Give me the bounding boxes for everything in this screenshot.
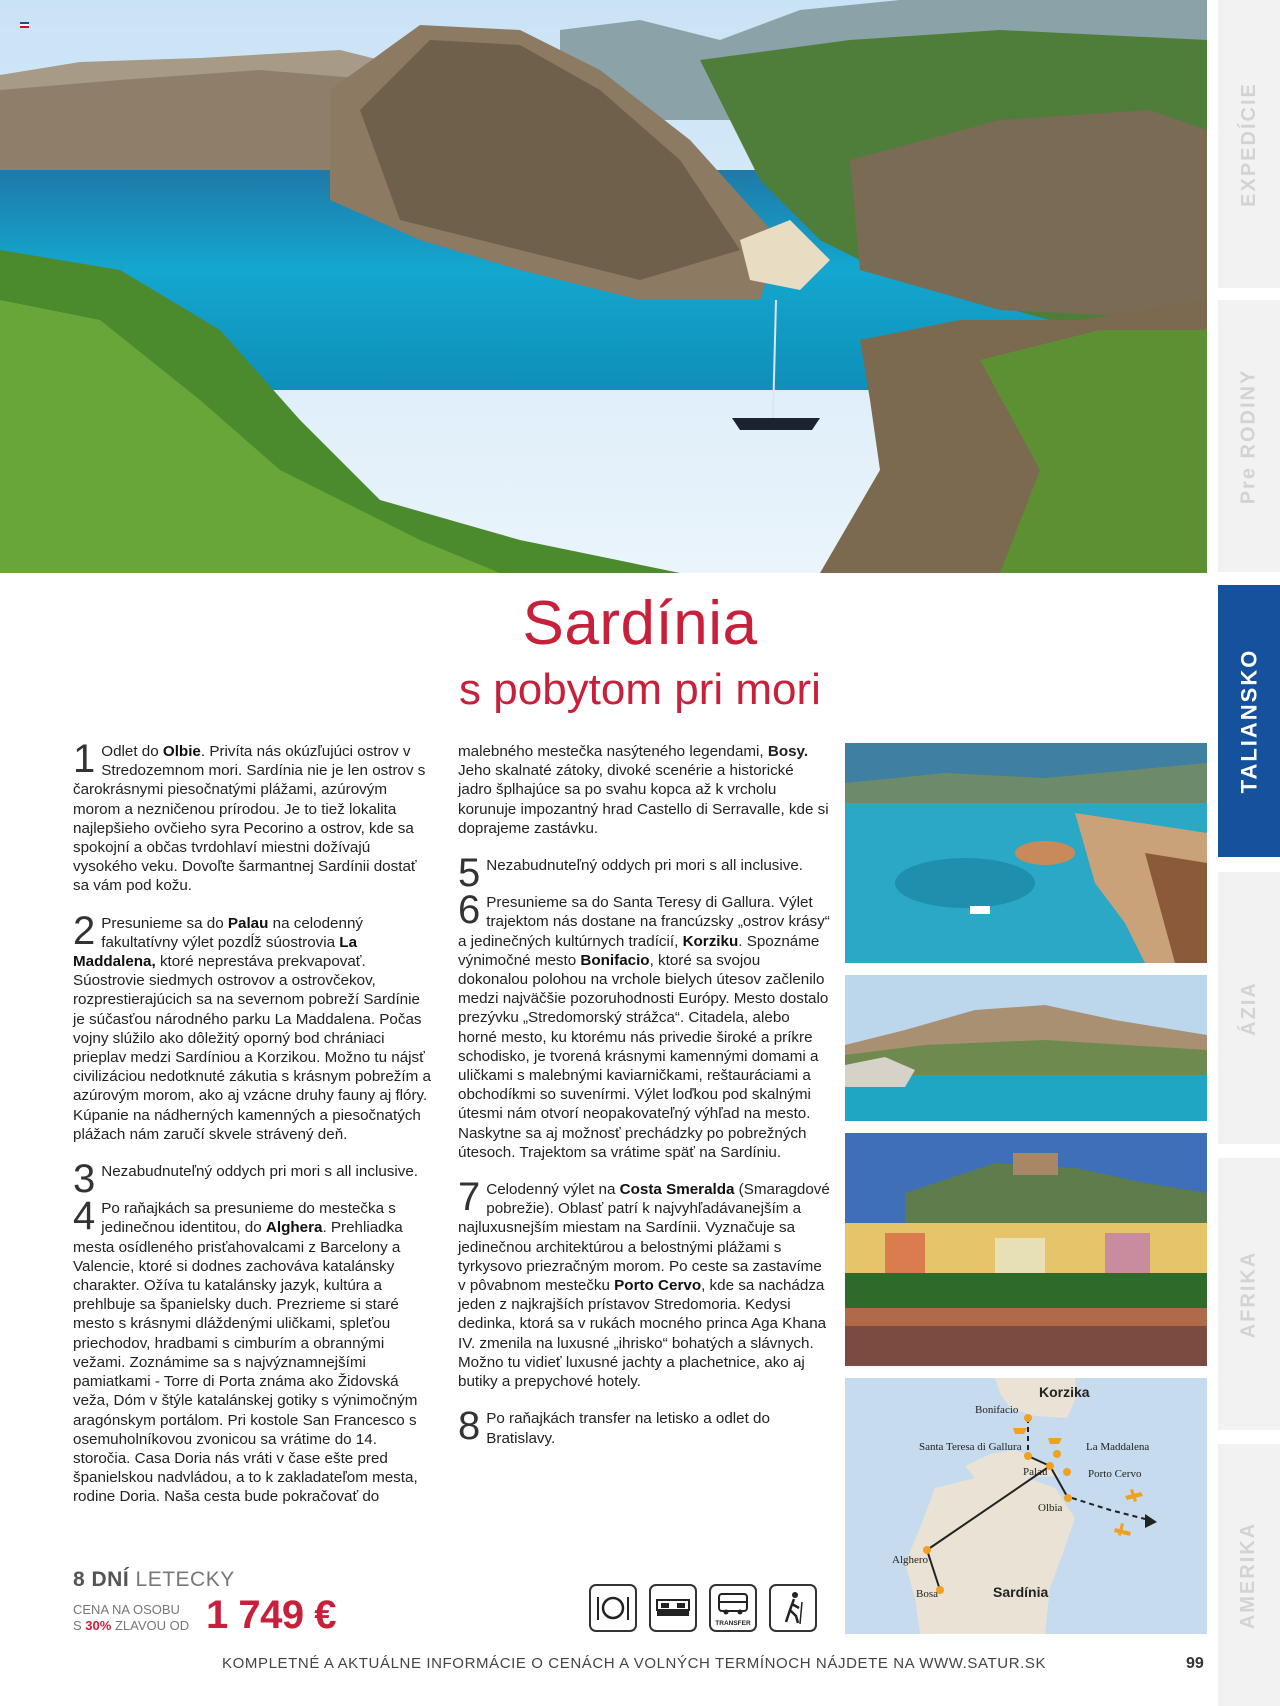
photo-island-coast-boats: [845, 975, 1207, 1121]
tab-expedicie[interactable]: EXPEDÍCIE: [1218, 0, 1280, 288]
map-label-corsica: Korzika: [1039, 1384, 1090, 1400]
map-label-sardinia: Sardínia: [993, 1584, 1049, 1600]
itinerary-day-4-continued: malebného mestečka nasýteného legendami, Bosy. Jeho skalnaté zátoky, divoké scenérie a historické jadro šplhajúce sa po svahu kopca až k vrcholu korunuje impozantný hrad Castello di Serravalle, kde si doprajeme zastávku.: [458, 743, 829, 837]
service-icons: [589, 1584, 817, 1632]
map-label-santa-teresa: Santa Teresa di Gallura: [919, 1441, 1022, 1453]
discount-badge: 30%: [85, 1618, 112, 1633]
map-label-bosa: Bosa: [916, 1588, 938, 1600]
itinerary-day-text: Odlet do Olbie. Privíta nás okúzľujúci ostrov v Stredozemnom mori. Sardínia nie je len ostrov s čarokrásnymi piesočnatými plážami, azúrovým morom a nezničenou prírodou. Je to tiež lokalita najlepšieho ovčieho syra Pecorino a ostrov, kde sa spokojní a občas tvrdohlaví miestni dožívajú vysokého veku. Dovoľte šarmantnej Sardínii dostať sa vám pod kožu.: [73, 743, 426, 895]
map-label-la-maddalena: La Maddalena: [1086, 1441, 1150, 1453]
page-number: 99: [1186, 1655, 1204, 1672]
itinerary-day-text: Po raňajkách sa presunieme do mestečka s jedinečnou identitou, do Alghera. Prehliadka mesta osídleného prisťahovalcami z Barcelony a Valencie, ktoré si dodnes zachováva katalánsky charakter. Ožíva tu katalánsky jazyk, kultúra a prehlbuje sa španielsky duch. Prezrieme si staré mesto s krásnymi dláždenými uličkami, spleťou priechodov, hradbami s cimburím a obrannými vežami. Zoznámime sa s najvýznamnejšími pamiatkami - Torre di Porta známa ako Židovská veža, Dóm v štýle katalánskej gotiky s výnimočným aragónskym portálom. Pri kostole San Francesco s osemuholníkovou zvonicou sa vrátime do 14. storočia. Casa Doria nás vráti v čase ešte pred španielskou nadvládou, a to k zakladateľom mesta, rodine Doria. Naša cesta bude pokračovať do: [73, 1200, 418, 1506]
map-label-palau: Palau: [1023, 1466, 1048, 1478]
itinerary-day-text: Po raňajkách transfer na letisko a odlet do Bratislavy.: [486, 1410, 770, 1447]
hero-photo-sardinia-bay: [0, 0, 1207, 573]
transfer-bus-icon: TRANSFER: [709, 1584, 757, 1632]
tab-pre-rodiny[interactable]: Pre RODINY: [1218, 300, 1280, 572]
itinerary-day-text: Nezabudnuteľný oddych pri mori s all inclusive.: [486, 857, 804, 875]
tab-afrika[interactable]: AFRIKA: [1218, 1158, 1280, 1430]
itinerary-day-2: 2 Presunieme sa do Palau na celodenný fakultatívny výlet pozdĺž súostrovia La Maddalena, ktoré neprestáva prekvapovať. Súostrovie siedmych ostrovov a ostrovčekov, rozprestierajúcich sa na severnom pobreží Sardínie je súčasťou národného parku La Maddalena. Počas vojny slúžilo ako dôležitý oporný bod chrániaci prieplav medzi Sardíniou a Korzikou. Možno tu nájsť civilizáciou nedotknuté zákutia s krásnym pobrežím a azúrovým morom, ako aj vzácne druhy fauny aj flóry. Kúpanie na nádherných kamenných a piesočnatých plážach nám zaručí skvele strávený deň.: [73, 908, 431, 1143]
trip-duration: 8 DNÍ LETECKY: [73, 1568, 235, 1591]
itinerary-day-1: 1 Odlet do Olbie. Privíta nás okúzľujúci ostrov v Stredozemnom mori. Sardínia nie je len ostrov s čarokrásnymi piesočnatými plážami, azúrovým morom a nezničenou prírodou. Je to tiež lokalita najlepšieho ovčieho syra Pecorino a ostrov, kde sa spokojní a občas tvrdohlaví miestni dožívajú vysokého veku. Dovoľte šarmantnej Sardínii dostať sa vám pod kožu.: [73, 737, 426, 895]
itinerary-day-6: 6 Presunieme sa do Santa Teresy di Gallura. Výlet trajektom nás dostane na francúzsky „ostrov krásy“ a jedinečných kultúrnych tradícií, Korziku. Spoznáme výnimočné mesto Bonifacio, ktoré sa svojou dokonalou polohou na vrchole bielych útesov začlenilo medzi najväčšie pozoruhodnosti Európy. Mesto dostalo prezývku „Stredomorský strážca“. Citadela, alebo horné mesto, ku ktorému nás privedie široké a príkre schodisko, je tvorená krásnymi kamennými domami a uličkami s malebnými kaviarničkami, reštauráciami a obchodíkmi so suvenírmi. Výlet loďkou pod skalnými útesmi nám otvorí neopakovateľný výhľad na mesto. Naskytne sa aj možnosť prechádzky po pobrežných útesoch. Trajektom sa vrátime späť na Sardíniu.: [458, 888, 830, 1161]
page-subtitle: s pobytom pri mori: [459, 665, 821, 714]
price-value: 1 749 €: [206, 1593, 336, 1637]
map-label-alghero: Alghero: [892, 1554, 929, 1566]
photo-bosa-town-river: [845, 1133, 1207, 1366]
itinerary-day-5: 5 Nezabudnuteľný oddych pri mori s all inclusive.: [458, 851, 804, 896]
side-tabs: [1218, 0, 1280, 1706]
flag-icon: [20, 22, 29, 28]
itinerary-day-8: 8 Po raňajkách transfer na letisko a odlet do Bratislavy.: [458, 1404, 770, 1449]
itinerary-day-text: Nezabudnuteľný oddych pri mori s all inclusive.: [101, 1163, 419, 1181]
tab-taliansko[interactable]: TALIANSKO: [1218, 585, 1280, 857]
tab-amerika[interactable]: AMERIKA: [1218, 1444, 1280, 1706]
itinerary-day-7: 7 Celodenný výlet na Costa Smeralda (Smaragdové pobrežie). Oblasť patrí k najvyhľadávanejším a najluxusnejším miestam na Sardínii. Vyznačuje sa jedinečnou architektúrou a belostnými plážami s tyrkysovo priezračným morom. Po ceste sa zastavíme v pôvabnom mestečku Porto Cervo, kde sa nachádza jeden z najkrajších prístavov Stredomoria. Kedysi dedinka, ktorá sa v rukách mocného princa Aga Khana IV. zmenila na luxusné „ihrisko“ bohatých a slávnych. Možno tu vidieť luxusné jachty a plachetnice, ako aj butiky a prepychové hotely.: [458, 1175, 830, 1391]
bed-icon: [649, 1584, 697, 1632]
itinerary-column-left: [73, 737, 433, 1507]
photo-la-maddalena-lagoon: [845, 743, 1207, 963]
hiking-icon: [769, 1584, 817, 1632]
itinerary-day-text: Celodenný výlet na Costa Smeralda (Smaragdové pobrežie). Oblasť patrí k najvyhľadávanejším a najluxusnejším miestam na Sardínii. Vyznačuje sa jedinečnou architektúrou a belostnými plážami s tyrkysovo priezračným morom. Po ceste sa zastavíme v pôvabnom mestečku Porto Cervo, kde sa nachádza jeden z najkrajších prístavov Stredomoria. Kedysi dedinka, ktorá sa v rukách mocného princa Aga Khana IV. zmenila na luxusné „ihrisko“ bohatých a slávnych. Možno tu vidieť luxusné jachty a plachetnice, ako aj butiky a prepychové hotely.: [458, 1181, 830, 1391]
route-map: [845, 1378, 1207, 1634]
all-inclusive-icon: [589, 1584, 637, 1632]
footer-info: KOMPLETNÉ A AKTUÁLNE INFORMÁCIE O CENÁCH A VOLNÝCH TERMÍNOCH NÁJDETE NA WWW.SATUR.SK: [222, 1655, 1047, 1672]
itinerary-column-right: [458, 742, 830, 1466]
map-label-bonifacio: Bonifacio: [975, 1404, 1019, 1416]
itinerary-day-4: 4 Po raňajkách sa presunieme do mestečka s jedinečnou identitou, do Alghera. Prehliadka mesta osídleného prisťahovalcami z Barcelony a Valencie, ktoré si dodnes zachováva katalánsky charakter. Ožíva tu katalánsky jazyk, kultúra a prehlbuje sa španielsky duch. Prezrieme si staré mesto s krásnymi dláždenými uličkami, spleťou priechodov, hradbami s cimburím a obrannými vežami. Zoznámime sa s najvýznamnejšími pamiatkami - Torre di Porta známa ako Židovská veža, Dóm v štýle katalánskej gotiky s výnimočným aragónskym portálom. Pri kostole San Francesco s osemuholníkovou zvonicou sa vrátime do 14. storočia. Casa Doria nás vráti v čase ešte pred španielskou nadvládou, a to k zakladateľom mesta, rodine Doria. Naša cesta bude pokračovať do: [73, 1194, 418, 1506]
map-label-porto-cervo: Porto Cervo: [1088, 1468, 1142, 1480]
page-title: Sardínia: [522, 589, 758, 658]
price-label: CENA NA OSOBU S 30% ZLAVOU OD: [73, 1602, 190, 1633]
itinerary-day-text: Presunieme sa do Santa Teresy di Gallura. Výlet trajektom nás dostane na francúzsky „ostrov krásy“ a jedinečných kultúrnych tradícií, Korziku. Spoznáme výnimočné mesto Bonifacio, ktoré sa svojou dokonalou polohou na vrchole bielych útesov začlenilo medzi najväčšie pozoruhodnosti Európy. Mesto dostalo prezývku „Stredomorský strážca“. Citadela, alebo horné mesto, ku ktorému nás privedie široké a príkre schodisko, je tvorená krásnymi kamennými domami a uličkami s malebnými kaviarničkami, reštauráciami a obchodíkmi so suvenírmi. Výlet loďkou pod skalnými útesmi nám otvorí neopakovateľný výhľad na mesto. Naskytne sa aj možnosť prechádzky po pobrežných útesoch. Trajektom sa vrátime späť na Sardíniu.: [458, 894, 830, 1161]
itinerary-day-text: Presunieme sa do Palau na celodenný fakultatívny výlet pozdĺž súostrovia La Maddalena, ktoré neprestáva prekvapovať. Súostrovie siedmych ostrovov a ostrovčekov, rozprestierajúcich sa na severnom pobreží Sardínie je súčasťou národného parku La Maddalena. Počas vojny slúžilo ako dôležitý oporný bod chrániaci prieplav medzi Sardíniou a Korzikou. Možno tu nájsť civilizáciou nedotknuté zákutia s krásnym pobrežím a azúrovým morom, ako aj vzácne druhy fauny aj flóry. Kúpanie na nádherných kamenných a piesočnatých plážach nám zaručí skvele strávený deň.: [73, 914, 431, 1143]
itinerary-day-3: 3 Nezabudnuteľný oddych pri mori s all inclusive.: [73, 1157, 419, 1202]
map-label-olbia: Olbia: [1038, 1502, 1063, 1514]
tab-azia[interactable]: ÁZIA: [1218, 872, 1280, 1144]
